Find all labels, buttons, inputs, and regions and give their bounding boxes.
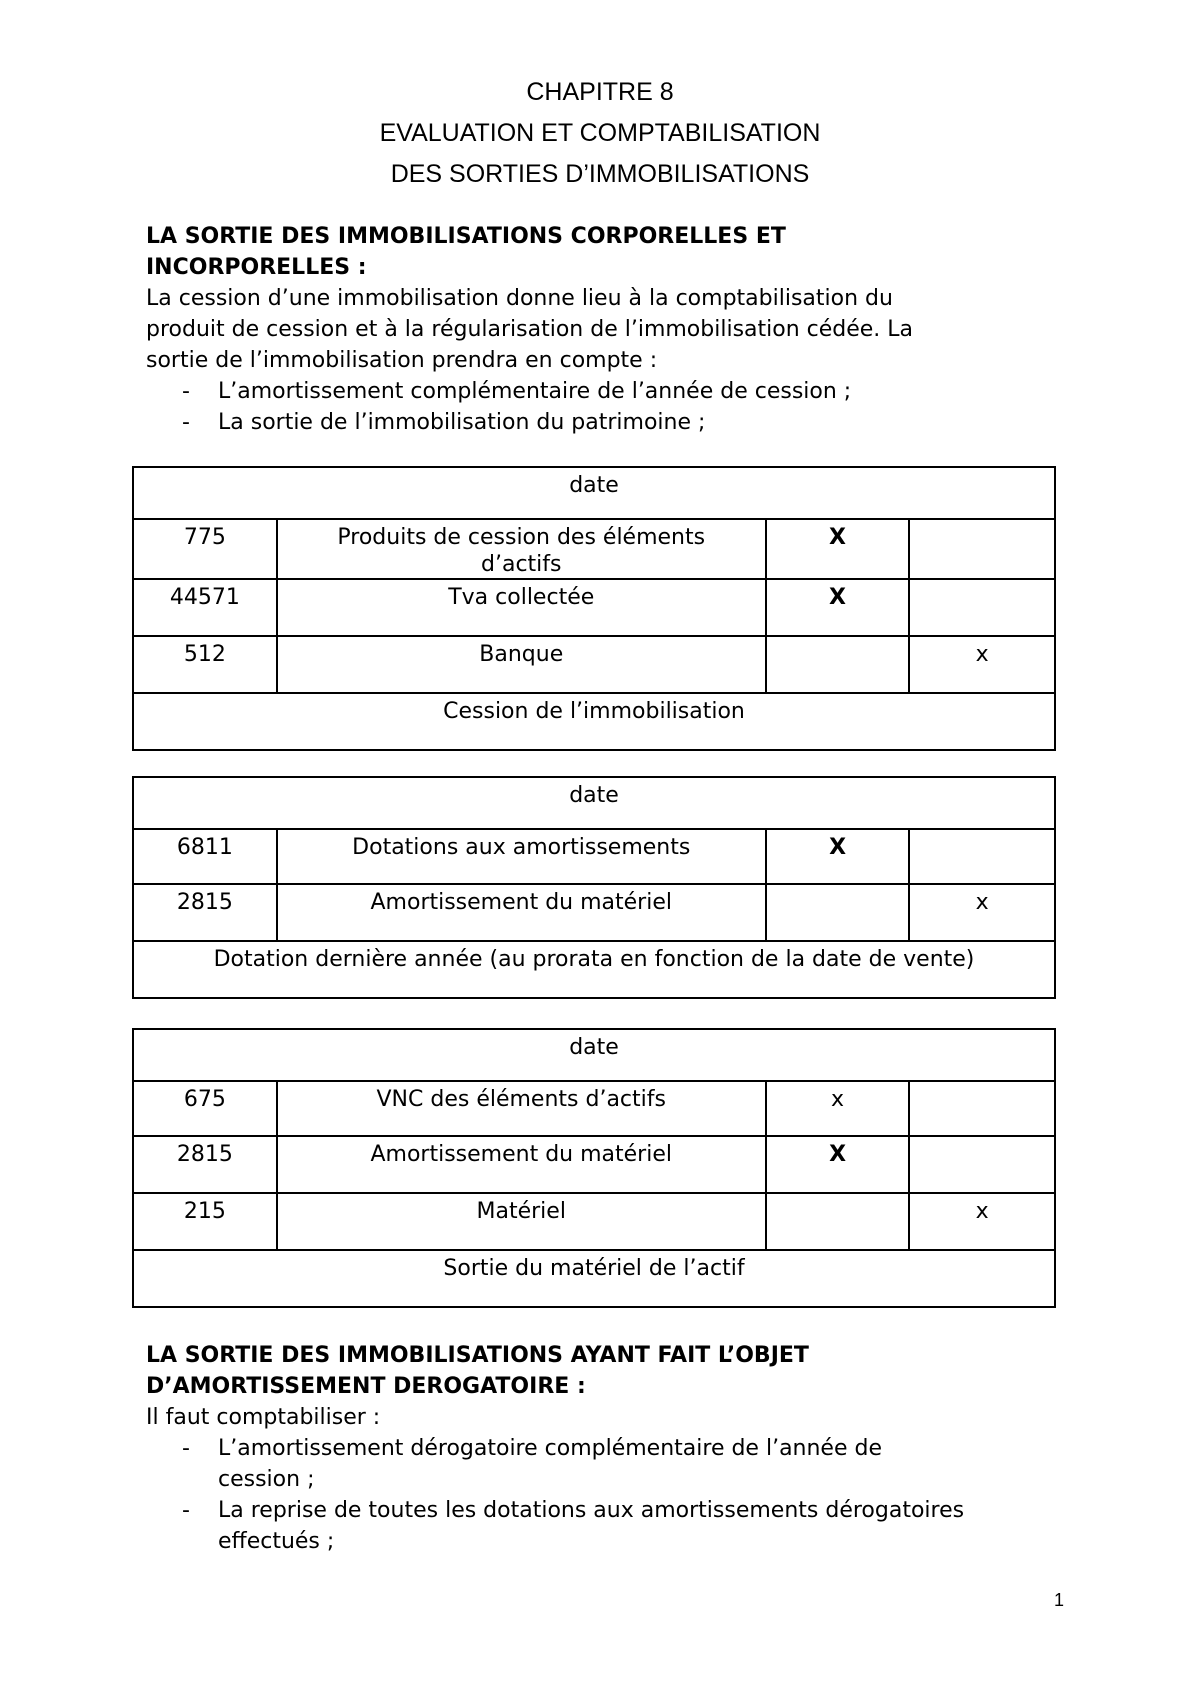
debit-cell [766, 884, 910, 941]
debit-cell: X [766, 1136, 910, 1193]
account-number: 775 [133, 519, 277, 579]
account-label: Amortissement du matériel [277, 884, 766, 941]
bullet-item [146, 1495, 1066, 1557]
entry-caption: Sortie du matériel de l’actif [133, 1250, 1055, 1307]
account-label: Dotations aux amortissements [277, 829, 766, 884]
debit-cell [766, 1193, 910, 1250]
debit-cell: X [766, 829, 910, 884]
chapter-number: CHAPITRE 8 [526, 78, 674, 106]
entry-caption: Dotation dernière année (au prorata en fonction de la date de vente) [133, 941, 1055, 998]
debit-cell: X [766, 579, 910, 636]
bullet-list [146, 376, 1066, 438]
section-heading [146, 221, 1066, 283]
account-label: Banque [277, 636, 766, 693]
account-label: Matériel [277, 1193, 766, 1250]
section-heading-line: LA SORTIE DES IMMOBILISATIONS CORPORELLES ET [146, 224, 786, 249]
account-number: 44571 [133, 579, 277, 636]
journal-entry-cession [132, 466, 1056, 751]
account-label: VNC des éléments d’actifs [277, 1081, 766, 1136]
credit-cell: x [909, 884, 1055, 941]
section-corporelles [146, 221, 1066, 438]
bullet-line: - La reprise de toutes les dotations aux amortissements dérogatoires [218, 1498, 965, 1523]
bullet-line: cession ; [218, 1467, 315, 1492]
entry-date: date [133, 467, 1055, 519]
bullet-item [146, 1433, 1066, 1495]
chapter-title [0, 72, 1200, 195]
credit-cell: x [909, 1193, 1055, 1250]
section-heading [146, 1340, 1066, 1402]
section-heading-line: LA SORTIE DES IMMOBILISATIONS AYANT FAIT L’OBJET [146, 1343, 809, 1368]
section-heading-line: INCORPORELLES : [146, 255, 367, 280]
account-label-line: Produits de cession des éléments [337, 525, 706, 550]
journal-entry-sortie [132, 1028, 1056, 1308]
bullet-list [146, 1433, 1066, 1557]
debit-cell: X [766, 519, 910, 579]
account-label: Tva collectée [277, 579, 766, 636]
chapter-title-line2: DES SORTIES D’IMMOBILISATIONS [390, 160, 810, 188]
bullet-line: effectués ; [218, 1529, 335, 1554]
section-paragraph: Il faut comptabiliser : [146, 1405, 381, 1430]
credit-cell [909, 579, 1055, 636]
account-label [277, 519, 766, 579]
paragraph-line: produit de cession et à la régularisation de l’immobilisation cédée. La [146, 317, 914, 342]
debit-cell [766, 636, 910, 693]
account-number: 2815 [133, 1136, 277, 1193]
bullet-item: - L’amortissement complémentaire de l’année de cession ; [146, 376, 1066, 407]
paragraph-line: La cession d’une immobilisation donne lieu à la comptabilisation du [146, 286, 893, 311]
entry-caption: Cession de l’immobilisation [133, 693, 1055, 750]
account-label: Amortissement du matériel [277, 1136, 766, 1193]
bullet-line: - L’amortissement dérogatoire complémentaire de l’année de [218, 1436, 882, 1461]
credit-cell [909, 519, 1055, 579]
account-number: 6811 [133, 829, 277, 884]
debit-cell: x [766, 1081, 910, 1136]
section-derogatoire [146, 1340, 1066, 1557]
account-number: 675 [133, 1081, 277, 1136]
credit-cell [909, 1081, 1055, 1136]
entry-date: date [133, 777, 1055, 829]
account-number: 215 [133, 1193, 277, 1250]
credit-cell: x [909, 636, 1055, 693]
section-paragraph [146, 283, 1066, 376]
account-number: 2815 [133, 884, 277, 941]
account-number: 512 [133, 636, 277, 693]
chapter-title-line1: EVALUATION ET COMPTABILISATION [379, 119, 821, 147]
entry-date: date [133, 1029, 1055, 1081]
account-label-line: d’actifs [481, 552, 562, 577]
credit-cell [909, 829, 1055, 884]
bullet-item: - La sortie de l’immobilisation du patrimoine ; [146, 407, 1066, 438]
paragraph-line: sortie de l’immobilisation prendra en compte : [146, 348, 658, 373]
page-number: 1 [1054, 1590, 1065, 1610]
credit-cell [909, 1136, 1055, 1193]
section-heading-line: D’AMORTISSEMENT DEROGATOIRE : [146, 1374, 586, 1399]
journal-entry-dotation [132, 776, 1056, 999]
